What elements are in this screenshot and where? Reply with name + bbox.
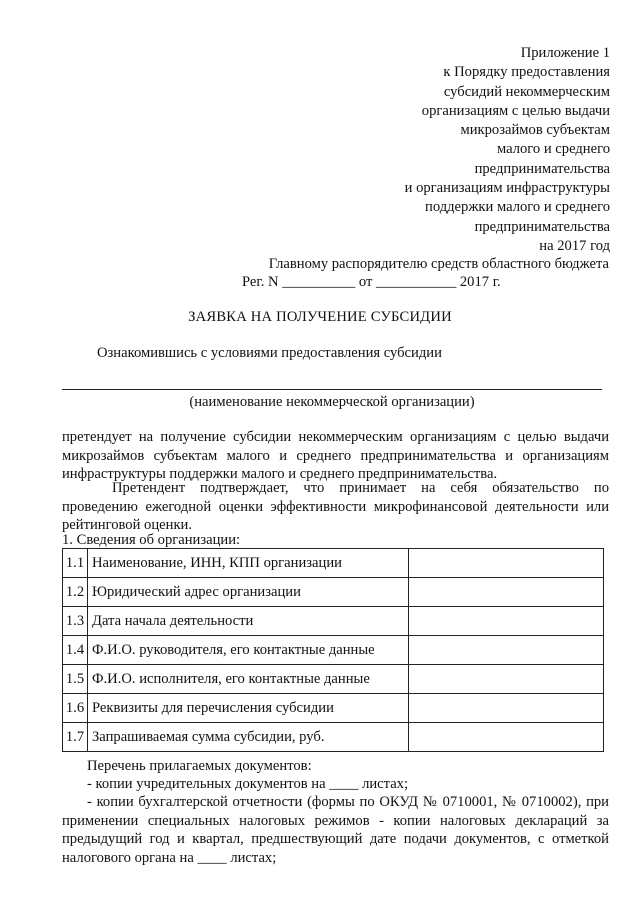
table-row: [63, 636, 604, 665]
row-label: Реквизиты для перечисления субсидии: [88, 694, 409, 723]
document-item: - копии учредительных документов на ____ листах;: [87, 776, 409, 792]
table-row: [63, 607, 604, 636]
section-1-title: 1. Сведения об организации:: [62, 532, 241, 548]
appendix-line: поддержки малого и среднего: [425, 199, 610, 216]
appendix-line: на 2017 год: [539, 237, 610, 254]
row-label: Юридический адрес организации: [88, 578, 409, 607]
intro-text: Ознакомившись с условиями предоставления субсидии: [97, 345, 442, 361]
appendix-header: [405, 44, 610, 256]
row-number: 1.6: [63, 694, 88, 723]
appendix-line: Приложение 1: [520, 45, 610, 61]
row-value-cell[interactable]: [409, 636, 604, 665]
organization-name-line[interactable]: [62, 389, 602, 390]
table-row: [63, 723, 604, 752]
row-number: 1.4: [63, 636, 88, 665]
appendix-line: микрозаймов субъектам: [460, 122, 610, 139]
row-value-cell[interactable]: [409, 665, 604, 694]
appendix-line: к Порядку предоставления: [443, 64, 610, 81]
organization-caption: (наименование некоммерческой организации): [189, 394, 475, 410]
row-value-cell[interactable]: [409, 694, 604, 723]
appendix-line: и организациям инфраструктуры: [404, 180, 610, 197]
appendix-line: субсидий некоммерческим: [443, 83, 610, 100]
row-label: Ф.И.О. руководителя, его контактные данные: [88, 636, 409, 665]
table-row: [63, 549, 604, 578]
paragraph-claim: претендует на получение субсидии некоммерческим организациям с целью выдачи микрозаймов субъектам малого и среднего предпринимательства и организациям инфраструктуры поддержки малого и среднего предпринимательства.: [62, 429, 609, 483]
row-label: Ф.И.О. исполнителя, его контактные данные: [88, 665, 409, 694]
row-number: 1.2: [63, 578, 88, 607]
row-number: 1.1: [63, 549, 88, 578]
appendix-line: малого и среднего: [496, 141, 610, 158]
table-row: [63, 694, 604, 723]
row-number: 1.3: [63, 607, 88, 636]
appendix-line: предпринимательства: [474, 218, 610, 235]
organization-info-table: [62, 548, 604, 752]
document-item: - копии бухгалтерской отчетности (формы по ОКУД № 0710001, № 0710002), при применении специальных налоговых режимов - копии налоговых деклараций за предыдущий год и квартал, предшествующий дате подачи документов, с отметкой налогового органа на ____ листах;: [62, 794, 609, 866]
table-row: [63, 665, 604, 694]
documents-list-title: Перечень прилагаемых документов:: [87, 758, 312, 774]
row-label: Наименование, ИНН, КПП организации: [88, 549, 409, 578]
row-value-cell[interactable]: [409, 723, 604, 752]
row-value-cell[interactable]: [409, 607, 604, 636]
appendix-line: предпринимательства: [474, 160, 610, 177]
appendix-line: организациям с целью выдачи: [421, 102, 610, 119]
row-number: 1.7: [63, 723, 88, 752]
addressee: Главному распорядителю средств областного бюджета: [268, 256, 609, 272]
row-value-cell[interactable]: [409, 578, 604, 607]
table-row: [63, 578, 604, 607]
paragraph-obligation: Претендент подтверждает, что принимает на себя обязательство по проведению ежегодной оценки эффективности микрофинансовой деятельности или рейтинговой оценки.: [62, 480, 609, 534]
document-title: ЗАЯВКА НА ПОЛУЧЕНИЕ СУБСИДИИ: [188, 309, 452, 325]
row-label: Дата начала деятельности: [88, 607, 409, 636]
row-label: Запрашиваемая сумма субсидии, руб.: [88, 723, 409, 752]
registration-line: Рег. N __________ от ___________ 2017 г.: [242, 274, 501, 290]
row-value-cell[interactable]: [409, 549, 604, 578]
row-number: 1.5: [63, 665, 88, 694]
